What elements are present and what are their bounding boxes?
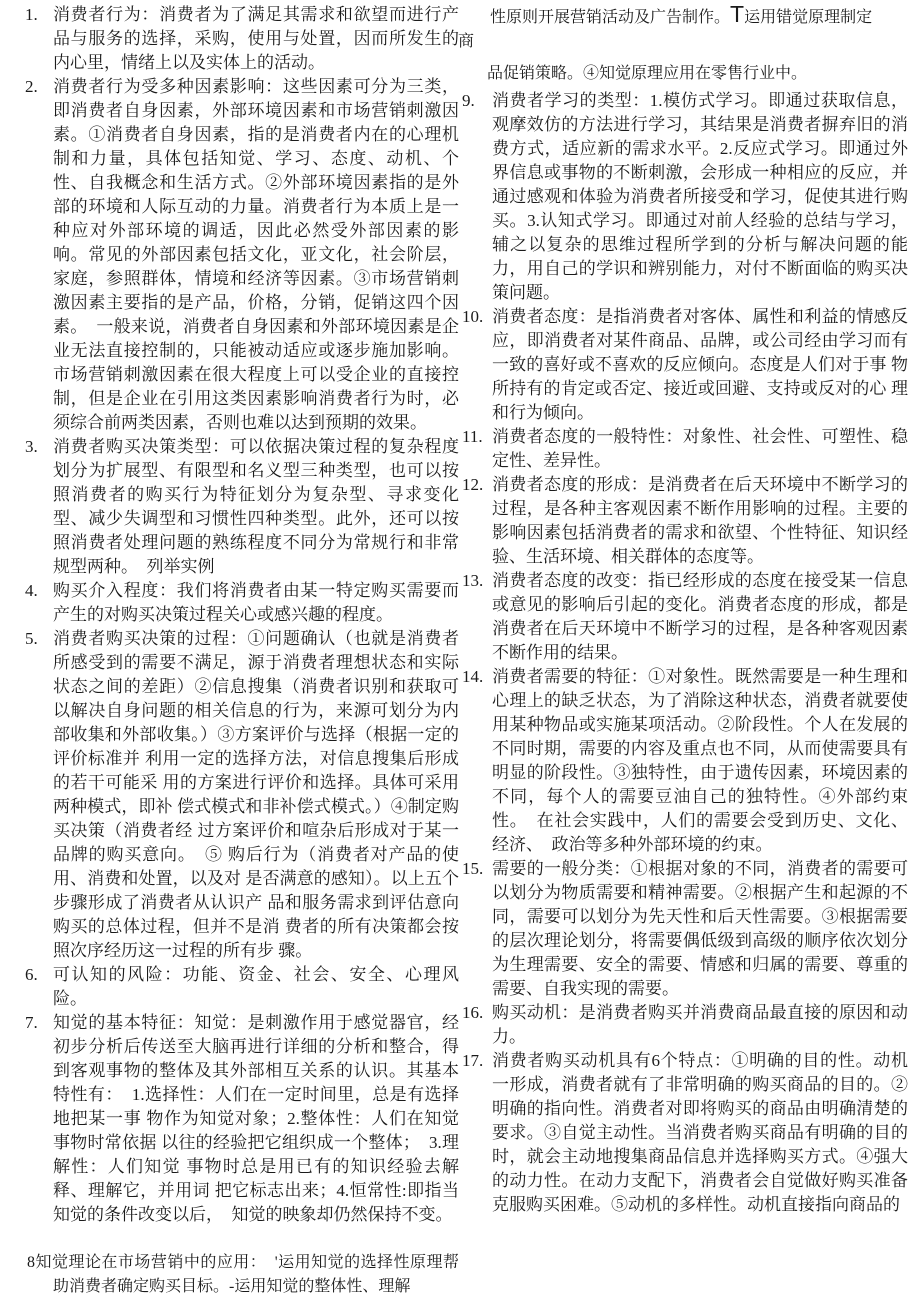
item-text: 消费者态度的改变：指已经形成的态度在接受某一信息或意见的影响后引起的变化。消费者态度的形成，都是消费者在后天环境中不断学习的过程，是各种客观因素不断作用的结果。 [492, 571, 908, 662]
list-item-15 [462, 857, 908, 1001]
item-text: 购买动机：是消费者购买并消费商品最直接的原因和动力。 [492, 1003, 908, 1046]
list-item-13 [462, 569, 908, 665]
continuation-text-before-t: 性原则开展营销活动及广告制作。 [490, 9, 731, 26]
item-number: 2. [25, 77, 38, 96]
item-number: 7. [25, 1013, 38, 1032]
item-text: 可认知的风险：功能、资金、社会、安全、心理风险。 [53, 965, 459, 1008]
list-item-16 [462, 1001, 908, 1049]
item-text: 购买介入程度：我们将消费者由某一特定购买需要而产生的对购买决策过程关心或感兴趣的程度。 [53, 581, 459, 624]
item-number: 4. [25, 581, 38, 600]
list-item-12 [462, 473, 908, 569]
left-column [25, 3, 459, 1299]
item-text: 消费者行为受多种因素影响：这些因素可分为三类，即消费者自身因素，外部环境因素和市场营销刺激因素。①消费者自身因素，指的是消费者内在的心理机制和力量，具体包括知觉、学习、态度、动机、个性、自我概念和生活方式。②外部环境因素指的是外部的环境和人际互动的力量。消费者行为本质上是一种应对外部环境的调适，因此必然受外部因素的影响。常见的外部因素包括文化，亚文化，社会阶层，家庭，参照群体，情境和经济等因素。③市场营销刺激因素主要指的是产品，价格，分销，促销这四个因素。 一般来说，消费者自身因素和外部环境因素是企业无法直接控制的，只能被动适应或逐步施加影响。市场营销刺激因素在很大程度上可以受企业的直接控制，但是企业在引用这类因素影响消费者行为时，必须综合前两类因素，否则也难以达到预期的效果。 [53, 77, 459, 432]
t-mark: T [730, 1, 745, 27]
item-number: 12. [462, 475, 484, 494]
list-item-17 [462, 1049, 908, 1217]
list-item-4 [25, 579, 459, 627]
item-number: 17. [462, 1051, 484, 1070]
paragraph-8-continuation-line-1 [462, 3, 908, 30]
item-text: 消费者态度：是指消费者对客体、属性和利益的情感反应，即消费者对某件商品、品牌，或公司经由学习而有一致的喜好或不喜欢的反应倾向。态度是人们对于事 物所持有的肯定或否定、接近或回避、支持或反对的心 理和行为倾向。 [492, 307, 908, 422]
list-item-6 [25, 963, 459, 1011]
list-item-11 [462, 425, 908, 473]
paragraph-8-continuation-line-3: 品促销策略。④知觉原理应用在零售行业中。 [487, 65, 808, 82]
item-text: 需要的一般分类：①根据对象的不同，消费者的需要可以划分为物质需要和精神需要。②根据产生和起源的不同，需要可以划分为先天性和后天性需要。③根据需要的层次理论划分，将需要偶低级到高级的顺序依次划分为生理需要、安全的需要、情感和归属的需要、尊重的需要、自我实现的需要。 [492, 859, 908, 998]
item-text: 消费者态度的一般特性：对象性、社会性、可塑性、稳定性、差异性。 [492, 427, 908, 470]
paragraph-8-continuation-line-2: 商 [458, 33, 475, 50]
item-text: 消费者购买决策类型：可以依据决策过程的复杂程度划分为扩展型、有限型和名义型三种类型，也可以按照消费者的购买行为特征划分为复杂型、寻求变化型、减少失调型和习惯性四种类型。此外，还可以按照消费者处理问题的熟练程度不同分为常规行和非常规型两种。 列举实例 [53, 437, 459, 576]
item-number: 1. [25, 5, 38, 24]
item-text: 消费者购买决策的过程：①问题确认（也就是消费者所感受到的需要不满足，源于消费者理想状态和实际状态之间的差距）②信息搜集（消费者识别和获取可以解决自身问题的相关信息的行为，来源可划分为内部收集和外部收集。）③方案评价与选择（根据一定的评价标准并 利用一定的选择方法，对信息搜集后形成的若干可能采 用的方案进行评价和选择。具体可采用两种模式，即补 偿式模式和非补偿式模式。）④制定购买决策（消费者经 过方案评价和喧杂后形成对于某一品牌的购买意向。 ⑤ 购后行为（消费者对产品的使用、消费和处置，以及对 是否满意的感知）。以上五个步骤形成了消费者从认识产 品和服务需求到评估意向购买的总体过程，但并不是消 费者的所有决策都会按照次序经历这一过程的所有步 骤。 [53, 629, 459, 960]
item-text: 消费者行为：消费者为了满足其需求和欲望而进行产品与服务的选择，采购，使用与处置，因而所发生的内心里，情绪上以及实体上的活动。 [53, 5, 459, 72]
item-text: 消费者购买动机具有6个特点：①明确的目的性。动机一形成，消费者就有了非常明确的购买商品的目的。②明确的指向性。消费者对即将购买的商品由明确清楚的要求。③自觉主动性。当消费者购买商品有明确的目的时，就会主动地搜集商品信息并选择购买方式。④强大的动力性。在动力支配下，消费者会自觉做好购买准备克服购买困难。⑤动机的多样性。动机直接指向商品的 [492, 1051, 908, 1214]
item-text: 知觉的基本特征：知觉：是刺激作用于感觉器官，经初步分析后传送至大脑再进行详细的分析和整合，得到客观事物的整体及其外部相互关系的认识。其基本特性有： 1.选择性：人们在一定时间里，总是有选择地把某一事 物作为知觉对象；2.整体性：人们在知觉事物时常依据 以往的经验把它组织成一个整体； 3.理解性：人们知觉 事物时总是用已有的知识经验去解释、理解它，并用词 把它标志出来；4.恒常性:即指当知觉的条件改变以后， 知觉的映象却仍然保持不变。 [53, 1013, 459, 1224]
item-number: 16. [462, 1003, 484, 1022]
list-item-9 [462, 89, 908, 305]
list-item-5 [25, 627, 459, 963]
list-item-7 [25, 1011, 459, 1227]
continuation-text-after-t: 运用错觉原理制定 [744, 9, 873, 26]
item-text: 消费者需要的特征：①对象性。既然需要是一种生理和心理上的缺乏状态，为了消除这种状态，消费者就要使用某种物品或实施某项活动。②阶段性。个人在发展的不同时期，需要的内容及重点也不同，从而使需要具有明显的阶段性。③独特性，由于遗传因素，环境因素的不同，每个人的需要豆油自己的独特性。④外部约束性。 在社会实践中，人们的需要会受到历史、文化、经济、 政治等多种外部环境的约束。 [492, 667, 908, 854]
item-number: 14. [462, 667, 484, 686]
item-number: 10. [462, 307, 484, 326]
list-item-10 [462, 305, 908, 425]
item-text: 消费者态度的形成：是消费者在后天环境中不断学习的过程，是各种主客观因素不断作用影响的过程。主要的影响因素包括消费者的需求和欲望、个性特征、知识经验、生活环境、相关群体的态度等。 [492, 475, 908, 566]
list-item-2 [25, 75, 459, 435]
item-number: 11. [462, 427, 483, 446]
item-number: 6. [25, 965, 38, 984]
list-item-3 [25, 435, 459, 579]
item-number: 9. [462, 91, 475, 110]
paragraph-8: 8知觉理论在市场营销中的应用： '运用知觉的选择性原理帮助消费者确定购买目标。-运用知觉的整体性、理解 [27, 1254, 459, 1295]
right-column [458, 1, 908, 1217]
item-number: 13. [462, 571, 484, 590]
item-text: 消费者学习的类型：1.模仿式学习。即通过获取信息，观摩效仿的方法进行学习，其结果是消费者摒弃旧的消费方式，适应新的需求水平。2.反应式学习。即通过外界信息或事物的不断刺激，会形成一种相应的反应，并通过感观和体验为消费者所接受和学习，促使其进行购买。3.认知式学习。即通过对前人经验的总结与学习，辅之以复杂的思维过程所学到的分析与解决问题的能力，用自己的学识和辨别能力，对付不断面临的购买决策问题。 [492, 91, 908, 302]
item-number: 5. [25, 629, 38, 648]
item-number: 15. [462, 859, 484, 878]
list-item-14 [462, 665, 908, 857]
list-item-1 [25, 3, 459, 75]
item-number: 3. [25, 437, 38, 456]
